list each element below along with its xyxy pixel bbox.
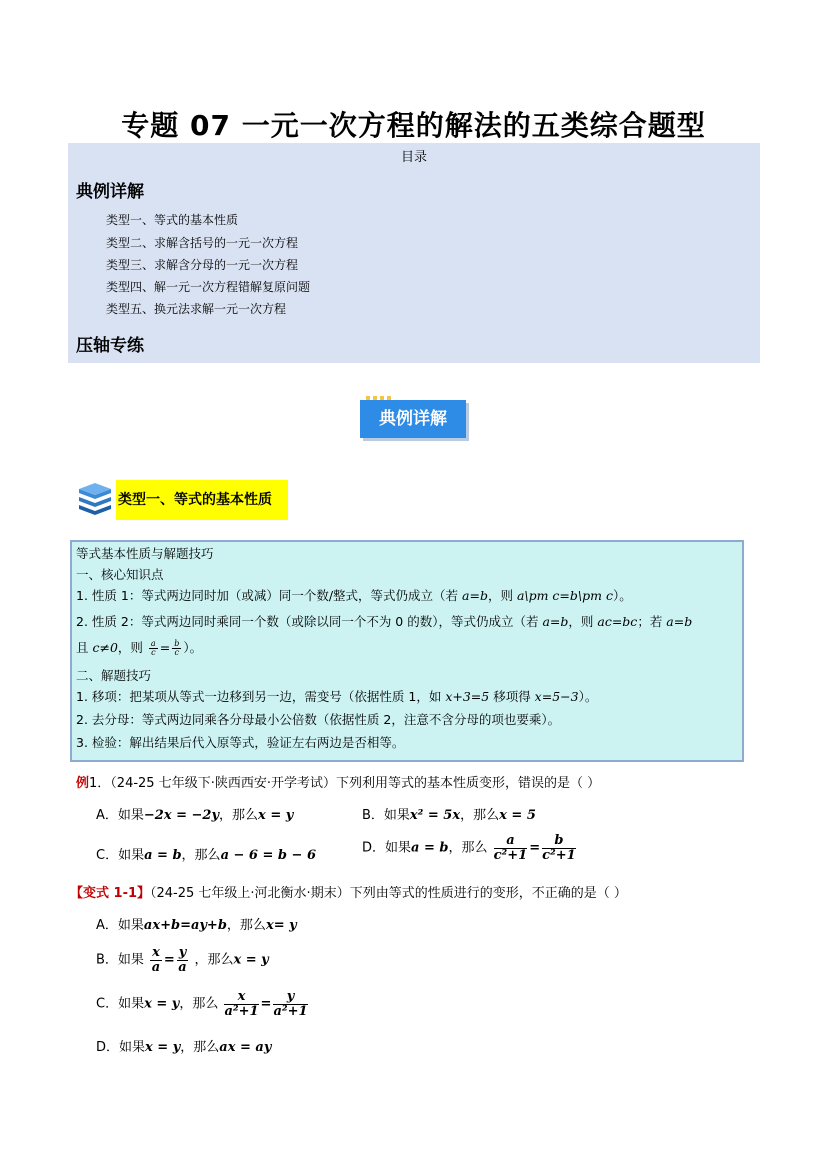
knowledge-box [70,540,744,762]
page-title: 专题 07 一元一次方程的解法的五类综合题型 [121,109,706,142]
info-part2: 二、解题技巧 [76,668,152,683]
toc-item-type1[interactable]: 类型一、等式的基本性质 [106,213,239,227]
variant1-option-b[interactable]: B．如果 $\frac{x}{a}$ = $\frac{y}{a}$ ，那么x = y [96,945,269,975]
toc-section-examples[interactable]: 典例详解 [76,182,144,202]
info-property2-cont: 且 c≠0，则 $\frac{a}{c}$ = $\frac{b}{c}$ ）。 [76,638,203,657]
variant1-question: 【变式 1-1】（24-25 七年级上·河北衡水·期末）下列由等式的性质进行的变形，不正确的是（ ） [70,886,627,901]
variant1-option-d[interactable]: D．如果x = y，那么ax = ay [96,1040,272,1055]
toc-heading: 目录 [400,150,427,165]
info-tip1: 1. 移项：把某项从等式一边移到另一边，需变号（依据性质 1，如 x+3=5 移项得 x=5−3）。 [76,689,598,704]
type1-label: 类型一、等式的基本性质 [116,480,288,520]
info-tip2: 2. 去分母：等式两边同乘各分母最小公倍数（依据性质 2，注意不含分母的项也要乘）。 [76,712,561,727]
toc-section-practice[interactable]: 压轴专练 [76,336,144,356]
info-tip3: 3. 检验：解出结果后代入原等式，验证左右两边是否相等。 [76,735,405,750]
example1-option-b[interactable]: B．如果x² = 5x，那么x = 5 [362,808,536,823]
example1-option-a[interactable]: A．如果−2x = −2y，那么x = y [96,808,294,823]
toc-item-type2[interactable]: 类型二、求解含括号的一元一次方程 [106,236,299,250]
books-icon [76,481,114,515]
toc-item-type4[interactable]: 类型四、解一元一次方程错解复原问题 [106,280,311,294]
info-property1: 1. 性质 1：等式两边同时加（或减）同一个数/整式，等式仍成立（若 a=b，则 a\pm c=b\pm c）。 [76,588,632,603]
example1-question: 例1．（24-25 七年级下·陕西西安·开学考试）下列利用等式的基本性质变形，错误的是（ ） [76,776,601,791]
toc-item-type5[interactable]: 类型五、换元法求解一元一次方程 [106,302,287,316]
info-property2: 2. 性质 2：等式两边同时乘同一个数（或除以同一个不为 0 的数），等式仍成立（若 a=b，则 ac=bc；若 a=b [76,614,693,629]
example1-option-c[interactable]: C．如果a = b，那么a − 6 = b − 6 [96,848,316,863]
variant1-option-c[interactable]: C．如果x = y，那么 $\frac{x}{\text{a²+1}}$ = $\frac{y}{\text{a²+1}}$ [96,989,308,1019]
info-title: 等式基本性质与解题技巧 [76,546,214,561]
section-banner: 典例详解 [360,400,466,438]
example1-option-d[interactable]: D．如果a = b，那么 $\frac{a}{\text{c²+1}}$ = $\frac{b}{\text{c²+1}}$ [362,833,576,863]
variant1-option-a[interactable]: A．如果ax+b=ay+b，那么x= y [96,918,297,933]
table-of-contents [68,143,760,363]
toc-item-type3[interactable]: 类型三、求解含分母的一元一次方程 [106,258,299,272]
info-part1: 一、核心知识点 [76,567,164,582]
